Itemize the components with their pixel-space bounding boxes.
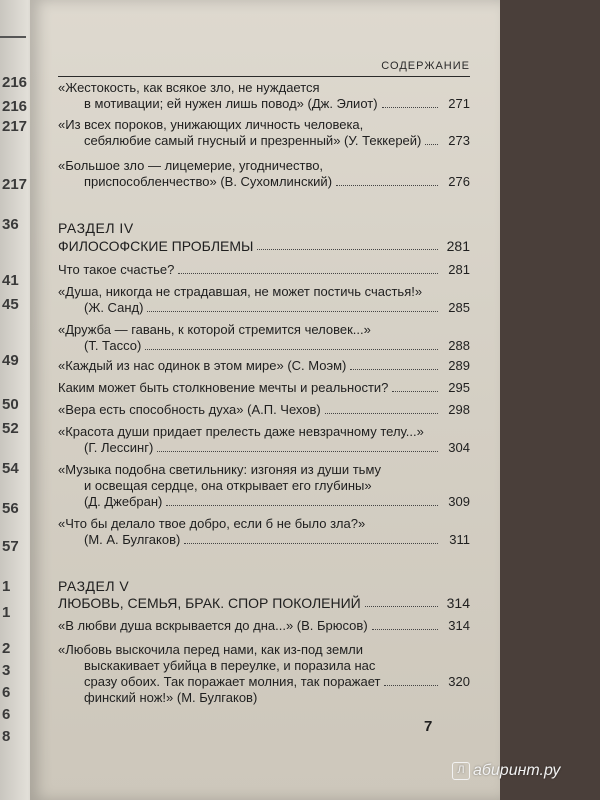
toc-line: [58, 462, 470, 478]
toc-line: [58, 516, 470, 532]
toc-entry: [58, 322, 470, 354]
leader-dots: [178, 273, 438, 274]
toc-text: сразу обоих. Так поражает молния, так поражает: [84, 674, 381, 689]
toc-text: (Т. Тассо): [84, 338, 142, 353]
toc-text: «Музыка подобна светильнику: изгоняя из души тьму: [58, 462, 382, 477]
left-page-number: 52: [2, 420, 19, 437]
leader-dots: [145, 349, 438, 350]
toc-text: «Жестокость, как всякое зло, не нуждается: [58, 80, 320, 95]
toc-line: [58, 478, 470, 494]
left-page-number: 6: [2, 706, 11, 723]
left-page-number: 1: [2, 604, 11, 621]
toc-text: выскакивает убийца в переулке, и поразила нас: [84, 658, 376, 673]
toc-text: финский нож!» (М. Булгаков): [84, 690, 258, 705]
toc-line: [58, 424, 470, 440]
toc-page: 314: [448, 618, 470, 633]
book-page: [30, 0, 500, 800]
toc-entry: [58, 358, 470, 374]
toc-page: 281: [446, 238, 470, 254]
page-number: 7: [424, 718, 433, 735]
section-5-title: [58, 595, 470, 611]
watermark: [452, 762, 560, 780]
left-page-number: 49: [2, 352, 19, 369]
toc-line: [58, 96, 470, 112]
toc-page: 288: [448, 338, 470, 353]
toc-line: [58, 133, 470, 149]
left-page-number: 2: [2, 640, 11, 657]
toc-line: [58, 440, 470, 456]
toc-line: [58, 284, 470, 300]
toc-text: «Что бы делало твое добро, если б не было зла?»: [58, 516, 366, 531]
running-header: [58, 58, 470, 77]
toc-page: 273: [448, 133, 470, 148]
toc-text: «Большое зло — лицемерие, угодничество,: [58, 158, 324, 173]
left-page-number: 217: [2, 176, 28, 193]
toc-text: в мотивации; ей нужен лишь повод» (Дж. Элиот): [84, 96, 378, 111]
toc-text: и освещая сердце, она открывает его глубины»: [84, 478, 372, 493]
leader-dots: [257, 249, 438, 250]
toc-page: 289: [448, 358, 470, 373]
toc-text: «Вера есть способность духа» (А.П. Чехов): [58, 402, 321, 417]
left-page-number: 36: [2, 216, 19, 233]
left-page-number: 41: [2, 272, 19, 289]
left-page-number: 6: [2, 684, 11, 701]
section-4-label: РАЗДЕЛ IV: [58, 220, 134, 236]
left-page-number: 56: [2, 500, 19, 517]
toc-entry: [58, 117, 470, 149]
toc-line: [58, 300, 470, 316]
left-page-number: 216: [2, 74, 28, 91]
toc-line: [58, 494, 470, 510]
toc-line: [58, 402, 470, 418]
toc-text: «Дружба — гавань, к которой стремится человек...»: [58, 322, 371, 337]
toc-page: 281: [448, 262, 470, 277]
toc-entry: [58, 516, 470, 548]
toc-entry: [58, 380, 470, 396]
left-page-rule: [0, 36, 26, 38]
leader-dots: [166, 505, 438, 506]
toc-text: «Любовь выскочила перед нами, как из-под земли: [58, 642, 364, 657]
toc-page: 304: [448, 440, 470, 455]
toc-line: [58, 658, 470, 674]
left-page-number: 50: [2, 396, 19, 413]
toc-entry: [58, 158, 470, 190]
toc-line: [58, 158, 470, 174]
leader-dots: [425, 144, 438, 145]
toc-line: [58, 262, 470, 278]
left-page-number: 45: [2, 296, 19, 313]
toc-line: [58, 322, 470, 338]
toc-entry: [58, 642, 470, 706]
toc-text: «Каждый из нас одинок в этом мире» (С. Моэм): [58, 358, 347, 373]
left-page-number: 1: [2, 578, 11, 595]
toc-line: [58, 338, 470, 354]
toc-text: (Ж. Санд): [84, 300, 144, 315]
toc-line: [58, 618, 470, 634]
toc-line: [58, 174, 470, 190]
toc-text: (Г. Лессинг): [84, 440, 154, 455]
leader-dots: [147, 311, 438, 312]
toc-text: приспособленчество» (В. Сухомлинский): [84, 174, 333, 189]
leader-dots: [184, 543, 438, 544]
toc-text: «Красота души придает прелесть даже невзрачному телу...»: [58, 424, 424, 439]
toc-text: Каким может быть столкновение мечты и реальности?: [58, 380, 389, 395]
toc-entry: [58, 618, 470, 634]
labirint-logo-icon: Л: [452, 762, 470, 780]
toc-line: [58, 642, 470, 658]
left-page-number: 54: [2, 460, 19, 477]
left-page-number: 217: [2, 118, 28, 135]
leader-dots: [350, 369, 438, 370]
leader-dots: [336, 185, 438, 186]
toc-entry: [58, 284, 470, 316]
toc-text: «В любви душа вскрывается до дна...» (В. Брюсов): [58, 618, 368, 633]
leader-dots: [325, 413, 438, 414]
toc-text: «Душа, никогда не страдавшая, не может постичь счастья!»: [58, 284, 423, 299]
left-page-number: 8: [2, 728, 11, 745]
toc-entry: [58, 402, 470, 418]
toc-line: [58, 117, 470, 133]
toc-page: 276: [448, 174, 470, 189]
toc-entry: [58, 262, 470, 278]
toc-line: [58, 690, 470, 706]
toc-page: 285: [448, 300, 470, 315]
leader-dots: [384, 685, 438, 686]
header-title: СОДЕРЖАНИЕ: [381, 60, 470, 72]
toc-line: [58, 80, 470, 96]
left-page-number: 216: [2, 98, 28, 115]
leader-dots: [365, 606, 438, 607]
watermark-text: абиринт.ру: [473, 762, 561, 779]
leader-dots: [382, 107, 438, 108]
left-page-number: 3: [2, 662, 11, 679]
toc-page: 320: [448, 674, 470, 689]
toc-line: [58, 532, 470, 548]
section-5-label: РАЗДЕЛ V: [58, 578, 130, 594]
toc-text: (М. А. Булгаков): [84, 532, 181, 547]
section-title-text: ФИЛОСОФСКИЕ ПРОБЛЕМЫ: [58, 238, 254, 254]
toc-text: Что такое счастье?: [58, 262, 175, 277]
toc-text: себялюбие самый гнусный и презренный» (У. Теккерей): [84, 133, 422, 148]
section-title-text: ЛЮБОВЬ, СЕМЬЯ, БРАК. СПОР ПОКОЛЕНИЙ: [58, 595, 361, 611]
toc-line: [58, 380, 470, 396]
toc-page: 311: [449, 532, 470, 547]
toc-entry: [58, 80, 470, 112]
toc-text: (Д. Джебран): [84, 494, 163, 509]
leader-dots: [392, 391, 438, 392]
toc-page: 314: [446, 595, 470, 611]
left-page-number: 57: [2, 538, 19, 555]
toc-page: 271: [448, 96, 470, 111]
toc-entry: [58, 462, 470, 510]
toc-text: «Из всех пороков, унижающих личность человека,: [58, 117, 364, 132]
leader-dots: [372, 629, 438, 630]
toc-page: 298: [448, 402, 470, 417]
toc-page: 295: [448, 380, 470, 395]
toc-page: 309: [448, 494, 470, 509]
leader-dots: [157, 451, 438, 452]
toc-line: [58, 674, 470, 690]
toc-line: [58, 358, 470, 374]
toc-entry: [58, 424, 470, 456]
section-4-title: [58, 238, 470, 254]
